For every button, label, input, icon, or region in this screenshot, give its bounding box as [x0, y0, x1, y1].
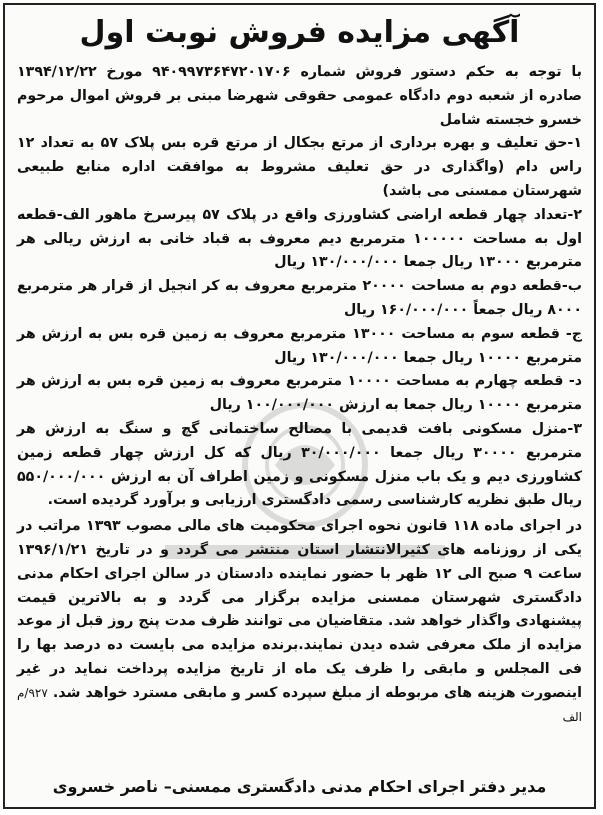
item-2-paragraph: ۲-تعداد چهار قطعه اراضی کشاورزی واقع در پلاک ۵۷ پیرسرخ ماهور الف-قطعه اول به مساحت ۱۰۰۰۰۰ مترمربع دیم معروف به قباد خانی به ارزش ریالی هر مترمربع ۱۳۰۰۰ ریال جمعا ۱۳۰/۰۰۰/۰۰۰ ریال — [17, 206, 582, 271]
auction-terms-paragraph — [17, 515, 582, 729]
notice-body — [17, 61, 582, 729]
auction-terms-text: در اجرای ماده ۱۱۸ قانون نحوه اجرای محکومیت های مالی مصوب ۱۳۹۳ مراتب در یکی از روزنامه های کثیرالانتشار استان منتشر می گردد و در تاریخ ۱۳۹۶/۱/۲۱ ساعت ۹ صبح الی ۱۲ ظهر با حضور نماینده دادستان در سالن اجرای احکام مدنی دادگستری شهرستان ممسنی مزایده برگزار می گردد و به بالاترین قیمت پیشنهادی واگذار خواهد شد. متقاضیان می توانند ظرف مدت پنج روز قبل از موعد مزایده از ملک معرفی شده دیدن نمایند.برنده مزایده می بایست ده درصد بها را فی المجلس و مابقی را ظرف یک ماه از تاریخ مزایده پرداخت نماید در غیر اینصورت هزینه های مربوطه از مبلغ سپرده کسر و مابقی مسترد خواهد شد. — [17, 518, 583, 701]
notice-signature: مدیر دفتر اجرای احکام مدنی دادگستری ممسنی– ناصر خسروی — [52, 777, 547, 796]
notice-frame — [3, 3, 596, 809]
intro-paragraph: با توجه به حکم دستور فروش شماره ۹۴۰۹۹۷۳۶۴۷۲۰۱۷۰۶ مورخ ۱۳۹۴/۱۲/۲۲ صادره از شعبه دوم دادگاه عمومی حقوقی شهرضا مبنی بر فروش اموال مرحوم خسرو خجسته شامل — [17, 64, 582, 128]
item-2c-paragraph: ج- قطعه سوم به مساحت ۱۳۰۰۰ مترمربع معروف به زمین قره بس به ارزش هر مترمربع ۱۰۰۰۰ ریال جمعا ۱۳۰/۰۰۰/۰۰۰ ریال — [17, 325, 582, 366]
notice-title: آگهی مزایده فروش نوبت اول — [79, 15, 520, 50]
reference-number: ۹۲۷/م الف — [17, 685, 582, 724]
item-2d-paragraph: د- قطعه چهارم به مساحت ۱۰۰۰۰ مترمربع معروف به زمین قره بس به ارزش هر مترمربع ۱۰۰۰۰ ریال جمعا به ارزش ۱۰۰/۰۰۰/۰۰۰ ریال — [17, 373, 582, 414]
item-2b-paragraph: ب-قطعه دوم به مساحت ۲۰۰۰۰ مترمربع معروف به کر انجیل از قرار هر مترمربع ۸۰۰۰ ریال جمعاً ۱۶۰/۰۰۰/۰۰۰ ریال — [17, 278, 582, 318]
item-3-paragraph: ۳-منزل مسکونی بافت قدیمی با مصالح ساختمانی گچ و سنگ به ارزش هر مترمربع ۳۰۰۰۰ ریال جمعا ۳۰/۰۰۰/۰۰۰ ریال که کل ارزش چهار قطعه زمین کشاورزی دیم و یک باب منزل مسکونی و زمین اطراف آن به ارزش ۵۵۰/۰۰۰/۰۰۰ ریال طبق نظریه کارشناسی رسمی دادگستری ارزیابی و برآورد گردیده است. — [17, 420, 582, 509]
item-1-paragraph: ۱-حق تعلیف و بهره برداری از مرتع بجکال از مرتع قره بس پلاک ۵۷ به تعداد ۱۲ راس دام (واگذاری در حق تعلیف مشروط به موافقت اداره منابع طبیعی شهرستان ممسنی می باشد) — [17, 135, 582, 199]
